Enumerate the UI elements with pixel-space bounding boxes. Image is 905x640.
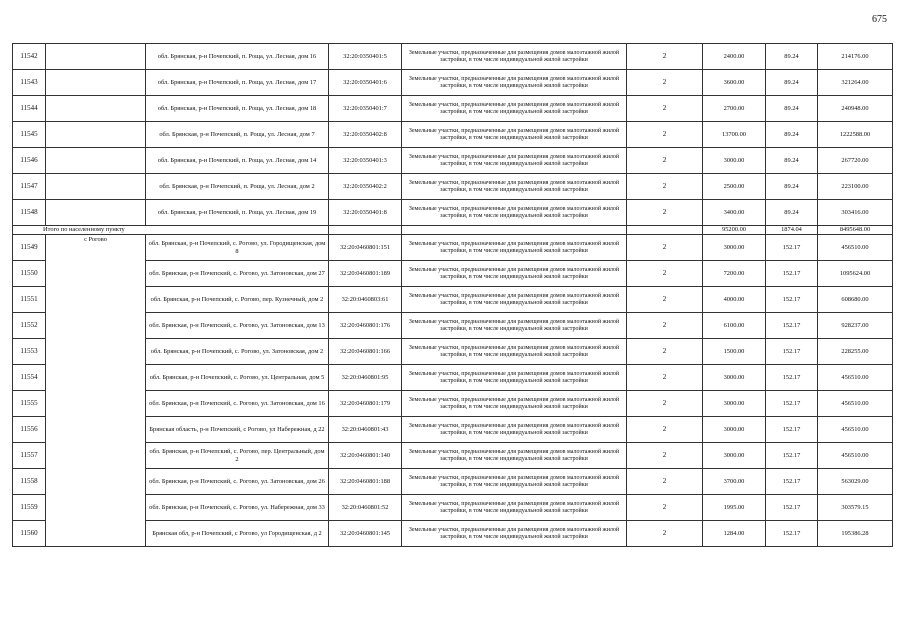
- permitted-use-cell: Земельные участки, предназначенные для размещения домов малоэтажной жилой застройки, в том числе индивидуальной жилой застройки: [402, 391, 627, 417]
- value-cell: 1095624.00: [818, 261, 893, 287]
- permitted-use-cell: Земельные участки, предназначенные для размещения домов малоэтажной жилой застройки, в том числе индивидуальной жилой застройки: [402, 235, 627, 261]
- area-cell: 3000.00: [703, 148, 766, 174]
- subtotal-rate: 1874.04: [766, 226, 818, 235]
- table-row: [13, 96, 893, 122]
- area-cell: 3000.00: [703, 391, 766, 417]
- category-cell: 2: [627, 261, 703, 287]
- address-cell: обл. Брянская, р-н Почепский, п. Роща, ул. Лесная, дом 17: [146, 70, 329, 96]
- area-cell: 3000.00: [703, 365, 766, 391]
- row-number: 11543: [13, 70, 46, 96]
- row-number: 11548: [13, 200, 46, 226]
- category-cell: 2: [627, 521, 703, 547]
- address-cell: обл. Брянская, р-н Почепский, с. Рогово, ул. Затоновская, дом 13: [146, 313, 329, 339]
- category-cell: 2: [627, 70, 703, 96]
- permitted-use-cell: Земельные участки, предназначенные для размещения домов малоэтажной жилой застройки, в том числе индивидуальной жилой застройки: [402, 339, 627, 365]
- page-number: 675: [872, 14, 887, 25]
- permitted-use-cell: Земельные участки, предназначенные для размещения домов малоэтажной жилой застройки, в том числе индивидуальной жилой застройки: [402, 443, 627, 469]
- row-number: 11558: [13, 469, 46, 495]
- value-cell: 195386.28: [818, 521, 893, 547]
- permitted-use-cell: Земельные участки, предназначенные для размещения домов малоэтажной жилой застройки, в том числе индивидуальной жилой застройки: [402, 521, 627, 547]
- row-number: 11550: [13, 261, 46, 287]
- area-cell: 2400.00: [703, 44, 766, 70]
- row-number: 11544: [13, 96, 46, 122]
- rate-cell: 89.24: [766, 44, 818, 70]
- locality-cell-empty: [46, 44, 146, 70]
- value-cell: 240948.00: [818, 96, 893, 122]
- locality-cell-empty: [46, 174, 146, 200]
- address-cell: обл. Брянская, р-н Почепский, с. Рогово, ул. Набережная, дом 33: [146, 495, 329, 521]
- table-row: [13, 200, 893, 226]
- value-cell: 303416.00: [818, 200, 893, 226]
- address-cell: обл. Брянская, р-н Почепский, с. Рогово, ул. Городищенская, дом 8: [146, 235, 329, 261]
- locality-cell-empty: [46, 148, 146, 174]
- row-number: 11549: [13, 235, 46, 261]
- address-cell: обл. Брянская, р-н Почепский, с. Рогово, ул. Затоновская, дом 27: [146, 261, 329, 287]
- permitted-use-cell: Земельные участки, предназначенные для размещения домов малоэтажной жилой застройки, в том числе индивидуальной жилой застройки: [402, 200, 627, 226]
- permitted-use-cell: Земельные участки, предназначенные для размещения домов малоэтажной жилой застройки, в том числе индивидуальной жилой застройки: [402, 365, 627, 391]
- locality-cell-empty: [46, 122, 146, 148]
- address-cell: обл. Брянская, р-н Почепский, п. Роща, ул. Лесная, дом 18: [146, 96, 329, 122]
- rate-cell: 152.17: [766, 521, 818, 547]
- cadastral-value-table: [12, 43, 893, 547]
- address-cell: обл. Брянская, р-н Почепский, п. Роща, ул. Лесная, дом 2: [146, 174, 329, 200]
- permitted-use-cell: Земельные участки, предназначенные для размещения домов малоэтажной жилой застройки, в том числе индивидуальной жилой застройки: [402, 417, 627, 443]
- value-cell: 608680.00: [818, 287, 893, 313]
- permitted-use-cell: Земельные участки, предназначенные для размещения домов малоэтажной жилой застройки, в том числе индивидуальной жилой застройки: [402, 495, 627, 521]
- locality-name: с Рогово: [46, 235, 146, 547]
- value-cell: 456510.00: [818, 391, 893, 417]
- address-cell: Брянская область, р-н Почепский, с Рогово, ул Набережная, д 22: [146, 417, 329, 443]
- permitted-use-cell: Земельные участки, предназначенные для размещения домов малоэтажной жилой застройки, в том числе индивидуальной жилой застройки: [402, 261, 627, 287]
- permitted-use-cell: Земельные участки, предназначенные для размещения домов малоэтажной жилой застройки, в том числе индивидуальной жилой застройки: [402, 287, 627, 313]
- cadastral-number-cell: 32:20:0460801:140: [329, 443, 402, 469]
- cadastral-number-cell: 32:20:0460801:145: [329, 521, 402, 547]
- address-cell: Брянская обл, р-н Почепский, с Рогово, ул Городищенская, д 2: [146, 521, 329, 547]
- address-cell: обл. Брянская, р-н Почепский, с. Рогово, ул. Затоновская, дом 2: [146, 339, 329, 365]
- rate-cell: 152.17: [766, 261, 818, 287]
- rate-cell: 89.24: [766, 70, 818, 96]
- cadastral-number-cell: 32:20:0460801:43: [329, 417, 402, 443]
- cadastral-number-cell: 32:20:0460801:166: [329, 339, 402, 365]
- subtotal-label: Итого по населенному пункту: [13, 226, 329, 235]
- cadastral-number-cell: 32:20:0350402:8: [329, 122, 402, 148]
- row-number: 11556: [13, 417, 46, 443]
- subtotal-empty: [402, 226, 627, 235]
- value-cell: 267720.00: [818, 148, 893, 174]
- address-cell: обл. Брянская, р-н Почепский, п. Роща, ул. Лесная, дом 14: [146, 148, 329, 174]
- value-cell: 214176.00: [818, 44, 893, 70]
- area-cell: 2500.00: [703, 174, 766, 200]
- address-cell: обл. Брянская, р-н Почепский, п. Роща, ул. Лесная, дом 7: [146, 122, 329, 148]
- row-number: 11546: [13, 148, 46, 174]
- row-number: 11547: [13, 174, 46, 200]
- row-number: 11555: [13, 391, 46, 417]
- row-number: 11557: [13, 443, 46, 469]
- category-cell: 2: [627, 122, 703, 148]
- cadastral-number-cell: 32:20:0460803:61: [329, 287, 402, 313]
- area-cell: 4000.00: [703, 287, 766, 313]
- area-cell: 6100.00: [703, 313, 766, 339]
- cadastral-number-cell: 32:20:0460801:176: [329, 313, 402, 339]
- area-cell: 3700.00: [703, 469, 766, 495]
- category-cell: 2: [627, 287, 703, 313]
- value-cell: 456510.00: [818, 235, 893, 261]
- category-cell: 2: [627, 417, 703, 443]
- rate-cell: 89.24: [766, 200, 818, 226]
- cadastral-number-cell: 32:20:0350401:6: [329, 70, 402, 96]
- table-row: [13, 148, 893, 174]
- value-cell: 321264.00: [818, 70, 893, 96]
- table-row: [13, 235, 893, 261]
- cadastral-number-cell: 32:20:0460801:95: [329, 365, 402, 391]
- subtotal-row: [13, 226, 893, 235]
- permitted-use-cell: Земельные участки, предназначенные для размещения домов малоэтажной жилой застройки, в том числе индивидуальной жилой застройки: [402, 44, 627, 70]
- address-cell: обл. Брянская, р-н Почепский, с. Рогово, ул. Затоновская, дом 16: [146, 391, 329, 417]
- cadastral-number-cell: 32:20:0460801:52: [329, 495, 402, 521]
- category-cell: 2: [627, 44, 703, 70]
- value-cell: 456510.00: [818, 365, 893, 391]
- value-cell: 563029.00: [818, 469, 893, 495]
- rate-cell: 152.17: [766, 495, 818, 521]
- value-cell: 303579.15: [818, 495, 893, 521]
- permitted-use-cell: Земельные участки, предназначенные для размещения домов малоэтажной жилой застройки, в том числе индивидуальной жилой застройки: [402, 148, 627, 174]
- address-cell: обл. Брянская, р-н Почепский, п. Роща, ул. Лесная, дом 16: [146, 44, 329, 70]
- locality-cell-empty: [46, 96, 146, 122]
- rate-cell: 89.24: [766, 96, 818, 122]
- table-row: [13, 122, 893, 148]
- cadastral-number-cell: 32:20:0460801:189: [329, 261, 402, 287]
- value-cell: 928237.00: [818, 313, 893, 339]
- area-cell: 1995.00: [703, 495, 766, 521]
- table-row: [13, 174, 893, 200]
- permitted-use-cell: Земельные участки, предназначенные для размещения домов малоэтажной жилой застройки, в том числе индивидуальной жилой застройки: [402, 313, 627, 339]
- row-number: 11551: [13, 287, 46, 313]
- permitted-use-cell: Земельные участки, предназначенные для размещения домов малоэтажной жилой застройки, в том числе индивидуальной жилой застройки: [402, 174, 627, 200]
- address-cell: обл. Брянская, р-н Почепский, с. Рогово, ул. Затоновская, дом 26: [146, 469, 329, 495]
- rate-cell: 152.17: [766, 391, 818, 417]
- row-number: 11553: [13, 339, 46, 365]
- category-cell: 2: [627, 391, 703, 417]
- rate-cell: 152.17: [766, 339, 818, 365]
- category-cell: 2: [627, 96, 703, 122]
- subtotal-area: 95200.00: [703, 226, 766, 235]
- table-row: [13, 70, 893, 96]
- rate-cell: 152.17: [766, 469, 818, 495]
- subtotal-value: 8495648.00: [818, 226, 893, 235]
- rate-cell: 152.17: [766, 287, 818, 313]
- area-cell: 3600.00: [703, 70, 766, 96]
- rate-cell: 152.17: [766, 235, 818, 261]
- area-cell: 7200.00: [703, 261, 766, 287]
- locality-cell-empty: [46, 70, 146, 96]
- value-cell: 223100.00: [818, 174, 893, 200]
- cadastral-number-cell: 32:20:0460801:188: [329, 469, 402, 495]
- rate-cell: 89.24: [766, 148, 818, 174]
- row-number: 11559: [13, 495, 46, 521]
- category-cell: 2: [627, 443, 703, 469]
- rate-cell: 152.17: [766, 313, 818, 339]
- category-cell: 2: [627, 200, 703, 226]
- rate-cell: 152.17: [766, 365, 818, 391]
- address-cell: обл. Брянская, р-н Почепский, п. Роща, ул. Лесная, дом 19: [146, 200, 329, 226]
- row-number: 11552: [13, 313, 46, 339]
- permitted-use-cell: Земельные участки, предназначенные для размещения домов малоэтажной жилой застройки, в том числе индивидуальной жилой застройки: [402, 96, 627, 122]
- cadastral-number-cell: 32:20:0350401:8: [329, 200, 402, 226]
- row-number: 11542: [13, 44, 46, 70]
- area-cell: 3400.00: [703, 200, 766, 226]
- category-cell: 2: [627, 235, 703, 261]
- rate-cell: 152.17: [766, 417, 818, 443]
- value-cell: 1222588.00: [818, 122, 893, 148]
- value-cell: 456510.00: [818, 443, 893, 469]
- locality-cell-empty: [46, 200, 146, 226]
- address-cell: обл. Брянская, р-н Почепский, с. Рогово, пер. Кузнечный, дом 2: [146, 287, 329, 313]
- rate-cell: 89.24: [766, 174, 818, 200]
- area-cell: 1284.00: [703, 521, 766, 547]
- cadastral-number-cell: 32:20:0350401:7: [329, 96, 402, 122]
- area-cell: 1500.00: [703, 339, 766, 365]
- permitted-use-cell: Земельные участки, предназначенные для размещения домов малоэтажной жилой застройки, в том числе индивидуальной жилой застройки: [402, 122, 627, 148]
- cadastral-number-cell: 32:20:0350402:2: [329, 174, 402, 200]
- address-cell: обл. Брянская, р-н Почепский, с. Рогово, ул. Центральная, дом 5: [146, 365, 329, 391]
- cadastral-number-cell: 32:20:0460801:179: [329, 391, 402, 417]
- area-cell: 3000.00: [703, 235, 766, 261]
- category-cell: 2: [627, 174, 703, 200]
- area-cell: 2700.00: [703, 96, 766, 122]
- category-cell: 2: [627, 313, 703, 339]
- category-cell: 2: [627, 148, 703, 174]
- category-cell: 2: [627, 495, 703, 521]
- row-number: 11554: [13, 365, 46, 391]
- cadastral-number-cell: 32:20:0350401:3: [329, 148, 402, 174]
- subtotal-empty: [329, 226, 402, 235]
- cadastral-number-cell: 32:20:0350401:5: [329, 44, 402, 70]
- area-cell: 3000.00: [703, 443, 766, 469]
- row-number: 11560: [13, 521, 46, 547]
- category-cell: 2: [627, 339, 703, 365]
- table-row: [13, 44, 893, 70]
- value-cell: 228255.00: [818, 339, 893, 365]
- category-cell: 2: [627, 365, 703, 391]
- area-cell: 13700.00: [703, 122, 766, 148]
- value-cell: 456510.00: [818, 417, 893, 443]
- row-number: 11545: [13, 122, 46, 148]
- permitted-use-cell: Земельные участки, предназначенные для размещения домов малоэтажной жилой застройки, в том числе индивидуальной жилой застройки: [402, 469, 627, 495]
- rate-cell: 152.17: [766, 443, 818, 469]
- rate-cell: 89.24: [766, 122, 818, 148]
- category-cell: 2: [627, 469, 703, 495]
- area-cell: 3000.00: [703, 417, 766, 443]
- address-cell: обл. Брянская, р-н Почепский, с. Рогово, пер. Центральный, дом 2: [146, 443, 329, 469]
- cadastral-number-cell: 32:20:0460801:151: [329, 235, 402, 261]
- permitted-use-cell: Земельные участки, предназначенные для размещения домов малоэтажной жилой застройки, в том числе индивидуальной жилой застройки: [402, 70, 627, 96]
- subtotal-empty: [627, 226, 703, 235]
